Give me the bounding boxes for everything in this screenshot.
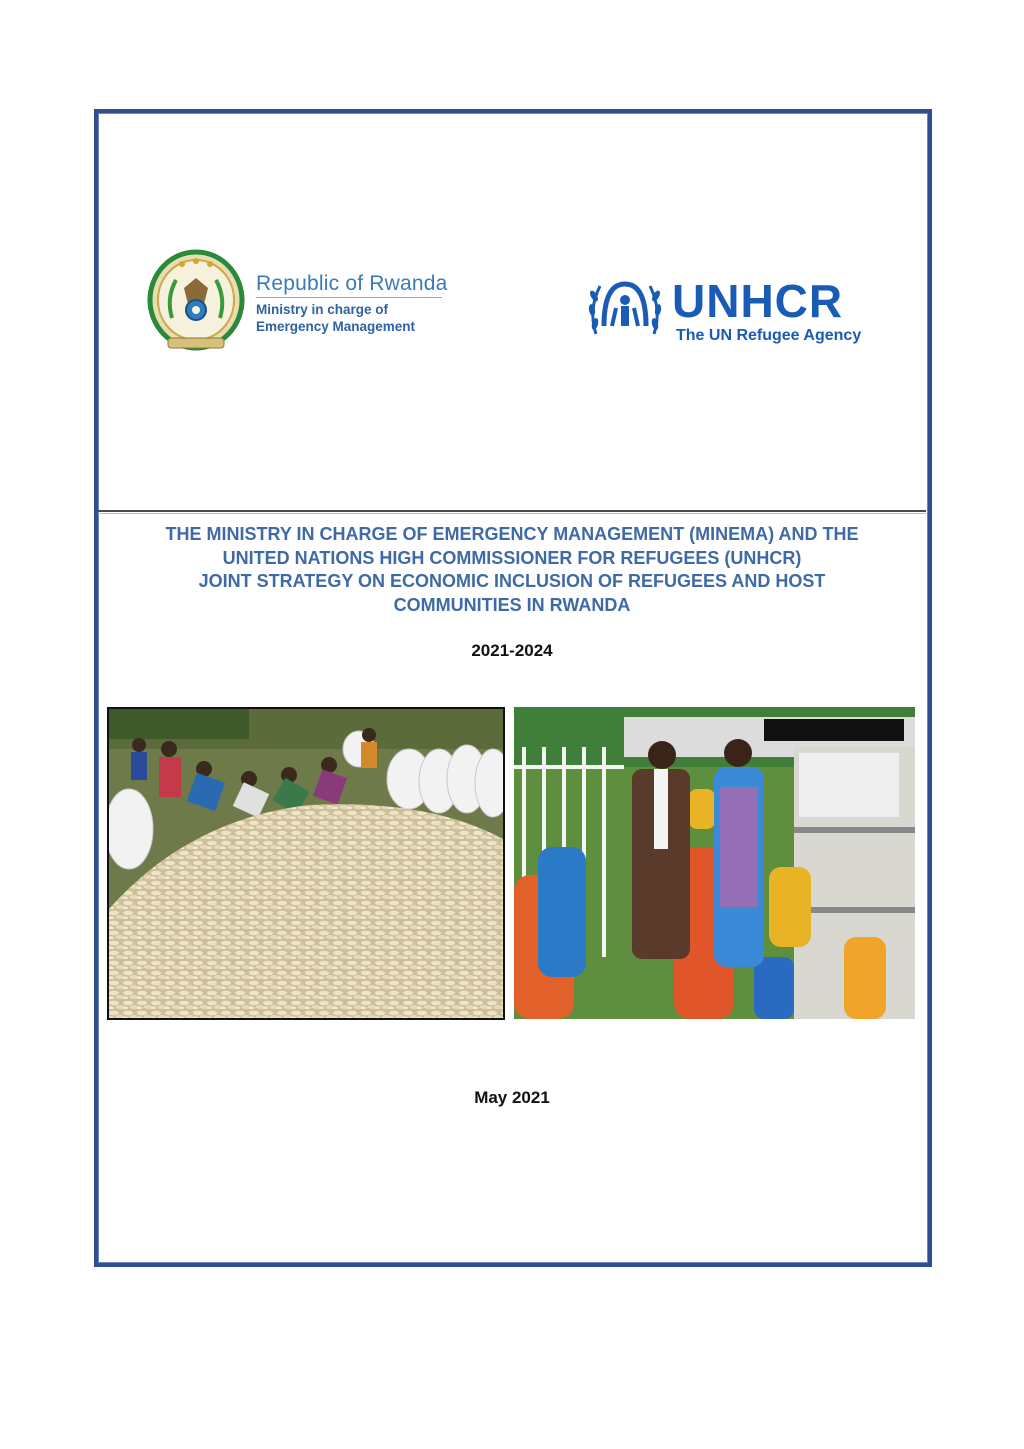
republic-of-rwanda-label: Republic of Rwanda — [256, 272, 448, 295]
rwanda-coat-of-arms-logo — [146, 248, 246, 356]
title-line-2: UNITED NATIONS HIGH COMMISSIONER FOR REFUGEES (UNHCR) — [222, 547, 802, 568]
title-line-1: THE MINISTRY IN CHARGE OF EMERGENCY MANAGEMENT (MINEMA) AND THE — [165, 524, 859, 544]
title-line-4: COMMUNITIES IN RWANDA — [393, 594, 631, 615]
emergency-management-label: Emergency Management — [256, 319, 416, 334]
publication-date: May 2021 — [474, 1088, 550, 1107]
maize-harvest-photo — [107, 707, 505, 1020]
unhcr-emblem-logo — [586, 276, 664, 342]
strategy-period: 2021-2024 — [471, 641, 553, 660]
section-divider — [98, 510, 926, 512]
gas-cylinder-shop-photo — [514, 707, 915, 1019]
section-divider-shadow — [98, 513, 926, 514]
rwanda-ministry-text — [256, 272, 448, 335]
unhcr-wordmark: UNHCR — [672, 275, 844, 327]
ministry-label: Ministry in charge of — [256, 302, 389, 317]
rwanda-text-rule — [256, 297, 442, 298]
document-title — [100, 523, 924, 617]
title-line-3: JOINT STRATEGY ON ECONOMIC INCLUSION OF REFUGEES AND HOST — [198, 571, 826, 591]
unhcr-tagline: The UN Refugee Agency — [676, 327, 862, 344]
